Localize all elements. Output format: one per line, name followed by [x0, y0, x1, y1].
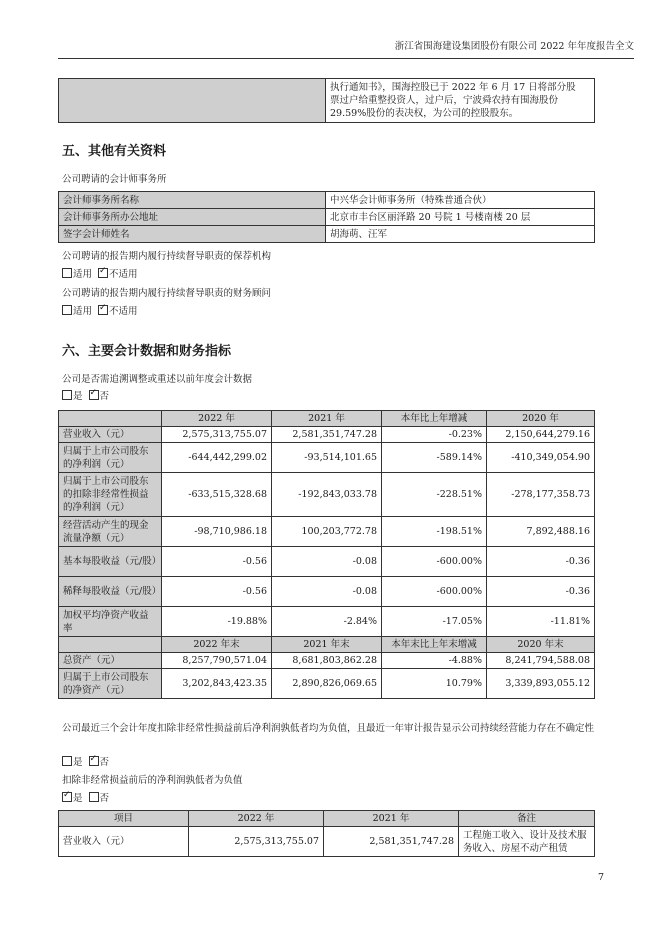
- row-label: 归属于上市公司股东的扣除非经常性损益的净利润（元）: [59, 473, 162, 517]
- checkbox-checked[interactable]: [89, 756, 99, 766]
- sponsor-options: [62, 268, 138, 282]
- financial-table: [58, 410, 595, 699]
- retro-question: 公司是否需追溯调整或重述以前年度会计数据: [62, 374, 253, 385]
- cell-2021: 8,681,803,862.28: [272, 653, 382, 669]
- cell-2021: -2.84%: [272, 607, 382, 637]
- checkbox-checked[interactable]: [98, 305, 108, 315]
- cell-2020: -0.36: [487, 577, 595, 607]
- cell-remark: 工程施工收入、设计及技术服务收入、房屋不动产租赁: [459, 827, 595, 857]
- sponsor-text: 公司聘请的报告期内履行持续督导职责的保荐机构: [62, 251, 272, 262]
- cell-change: -17.05%: [382, 607, 487, 637]
- cell-change: -228.51%: [382, 473, 487, 517]
- header-rule: [58, 58, 634, 59]
- row-label: 稀释每股收益（元/股）: [59, 577, 162, 607]
- option-applicable: 适用: [73, 269, 93, 280]
- header-cell: 本年末比上年末增减: [382, 637, 487, 653]
- cell-2021: -0.08: [272, 547, 382, 577]
- page-header: 浙江省围海建设集团股份有限公司 2022 年年度报告全文: [394, 41, 634, 52]
- cell-2022: -19.88%: [162, 607, 272, 637]
- cell-2022: 2,575,313,755.07: [189, 827, 324, 857]
- top-table-label-cell: [59, 79, 326, 123]
- cell-2020: -11.81%: [487, 607, 595, 637]
- cell-2022: 2,575,313,755.07: [162, 427, 272, 443]
- cell-change: -0.23%: [382, 427, 487, 443]
- top-continuation-table: [58, 78, 595, 123]
- row-label: 归属于上市公司股东的净利润（元）: [59, 443, 162, 473]
- cell-2021: -192,843,033.78: [272, 473, 382, 517]
- table-row: [59, 607, 595, 637]
- top-table-line: 票过户给重整投资人，过户后，宁波舜农持有围海股份: [330, 95, 559, 106]
- table-row: [59, 443, 595, 473]
- cell-2020: -410,349,054.90: [487, 443, 595, 473]
- row-label: 经营活动产生的现金流量净额（元）: [59, 517, 162, 547]
- checkbox-unchecked[interactable]: [89, 792, 99, 802]
- header-cell: 2021 年: [324, 811, 459, 827]
- cell-change: -589.14%: [382, 443, 487, 473]
- checkbox-unchecked[interactable]: [62, 268, 72, 278]
- advisor-text: 公司聘请的报告期内履行持续督导职责的财务顾问: [62, 288, 272, 299]
- top-table-line: 执行通知书》，围海控股已于 2022 年 6 月 17 日将部分股: [330, 82, 576, 93]
- section5-heading: 五、其他有关资料: [62, 144, 167, 159]
- row-label: 营业收入（元）: [59, 427, 162, 443]
- cell-2022: 3,202,843,423.35: [162, 669, 272, 699]
- table-row: [59, 427, 595, 443]
- going-concern-text: 公司最近三个会计年度扣除非经常性损益前后净利润孰低者均为负值，且最近一年审计报告显示公司持续经营能力存在不确定性: [62, 723, 595, 734]
- header-cell: 2022 年: [162, 411, 272, 427]
- header-cell: 2021 年末: [272, 637, 382, 653]
- table-row: [59, 669, 595, 699]
- option-no: 否: [99, 391, 110, 402]
- header-cell: [59, 637, 162, 653]
- negative-profit-options: [62, 792, 109, 806]
- revenue-table: [58, 810, 595, 857]
- row-label: 归属于上市公司股东的净资产（元）: [59, 669, 162, 699]
- cell-2022: 8,257,790,571.04: [162, 653, 272, 669]
- auditor-row-label: 会计师事务所名称: [59, 192, 326, 209]
- row-label: 营业收入（元）: [59, 827, 189, 857]
- option-applicable: 适用: [73, 306, 93, 317]
- auditor-row-value: 胡海萌、汪军: [326, 226, 595, 243]
- checkbox-unchecked[interactable]: [62, 305, 72, 315]
- cell-2021: 2,890,826,069.65: [272, 669, 382, 699]
- cell-2021: 100,203,772.78: [272, 517, 382, 547]
- header-cell: 2021 年: [272, 411, 382, 427]
- header-cell: 2020 年: [487, 411, 595, 427]
- top-table-line: 29.59%股份的表决权，为公司的控股股东。: [330, 108, 519, 119]
- cell-2020: 3,339,893,055.12: [487, 669, 595, 699]
- retro-options: [62, 390, 109, 404]
- advisor-options: [62, 305, 138, 319]
- cell-2020: 7,892,488.16: [487, 517, 595, 547]
- top-table-text-cell: [326, 79, 595, 123]
- cell-2022: -98,710,986.18: [162, 517, 272, 547]
- cell-change: -198.51%: [382, 517, 487, 547]
- option-not-applicable: 不适用: [109, 269, 138, 280]
- auditor-intro: 公司聘请的会计师事务所: [62, 174, 167, 185]
- cell-2022: -0.56: [162, 547, 272, 577]
- auditor-table: [58, 191, 595, 243]
- table-row: [59, 653, 595, 669]
- cell-2020: -278,177,358.73: [487, 473, 595, 517]
- auditor-row-value: 北京市丰台区丽泽路 20 号院 1 号楼南楼 20 层: [326, 209, 595, 226]
- checkbox-unchecked[interactable]: [62, 756, 72, 766]
- header-cell: 本年比上年增减: [382, 411, 487, 427]
- auditor-row-label: 会计师事务所办公地址: [59, 209, 326, 226]
- auditor-row-label: 签字会计师姓名: [59, 226, 326, 243]
- row-label: 基本每股收益（元/股）: [59, 547, 162, 577]
- cell-2022: -644,442,299.02: [162, 443, 272, 473]
- cell-change: 10.79%: [382, 669, 487, 699]
- cell-2022: -0.56: [162, 577, 272, 607]
- table-row: [59, 473, 595, 517]
- header-cell: 项目: [59, 811, 189, 827]
- option-yes: 是: [73, 793, 83, 804]
- option-no: 否: [99, 793, 110, 804]
- cell-change: -4.88%: [382, 653, 487, 669]
- cell-2020: 2,150,644,279.16: [487, 427, 595, 443]
- option-not-applicable: 不适用: [109, 306, 138, 317]
- checkbox-checked[interactable]: [89, 390, 99, 400]
- checkbox-checked[interactable]: [98, 268, 108, 278]
- header-cell: 2020 年末: [487, 637, 595, 653]
- section6-heading: 六、主要会计数据和财务指标: [62, 344, 232, 359]
- table-row: [59, 577, 595, 607]
- page-number: 7: [597, 872, 604, 883]
- checkbox-checked[interactable]: [62, 792, 72, 802]
- table-row: [59, 547, 595, 577]
- cell-2021: -93,514,101.65: [272, 443, 382, 473]
- cell-2021: 2,581,351,747.28: [272, 427, 382, 443]
- negative-profit-text: 扣除非经常损益前后的净利润孰低者为负值: [62, 775, 243, 786]
- header-cell: 备注: [459, 811, 595, 827]
- table-row: [59, 517, 595, 547]
- cell-change: -600.00%: [382, 577, 487, 607]
- checkbox-unchecked[interactable]: [62, 390, 72, 400]
- auditor-row-value: 中兴华会计师事务所（特殊普通合伙）: [326, 192, 595, 209]
- cell-2021: -0.08: [272, 577, 382, 607]
- going-concern-options: [62, 756, 109, 770]
- option-yes: 是: [73, 391, 83, 402]
- cell-2020: 8,241,794,588.08: [487, 653, 595, 669]
- option-no: 否: [99, 757, 110, 768]
- header-cell: 2022 年末: [162, 637, 272, 653]
- row-label: 总资产（元）: [59, 653, 162, 669]
- cell-2021: 2,581,351,747.28: [324, 827, 459, 857]
- cell-2022: -633,515,328.68: [162, 473, 272, 517]
- cell-change: -600.00%: [382, 547, 487, 577]
- option-yes: 是: [73, 757, 83, 768]
- cell-2020: -0.36: [487, 547, 595, 577]
- header-cell: 2022 年: [189, 811, 324, 827]
- row-label: 加权平均净资产收益率: [59, 607, 162, 637]
- table-row: [59, 827, 595, 857]
- header-cell: [59, 411, 162, 427]
